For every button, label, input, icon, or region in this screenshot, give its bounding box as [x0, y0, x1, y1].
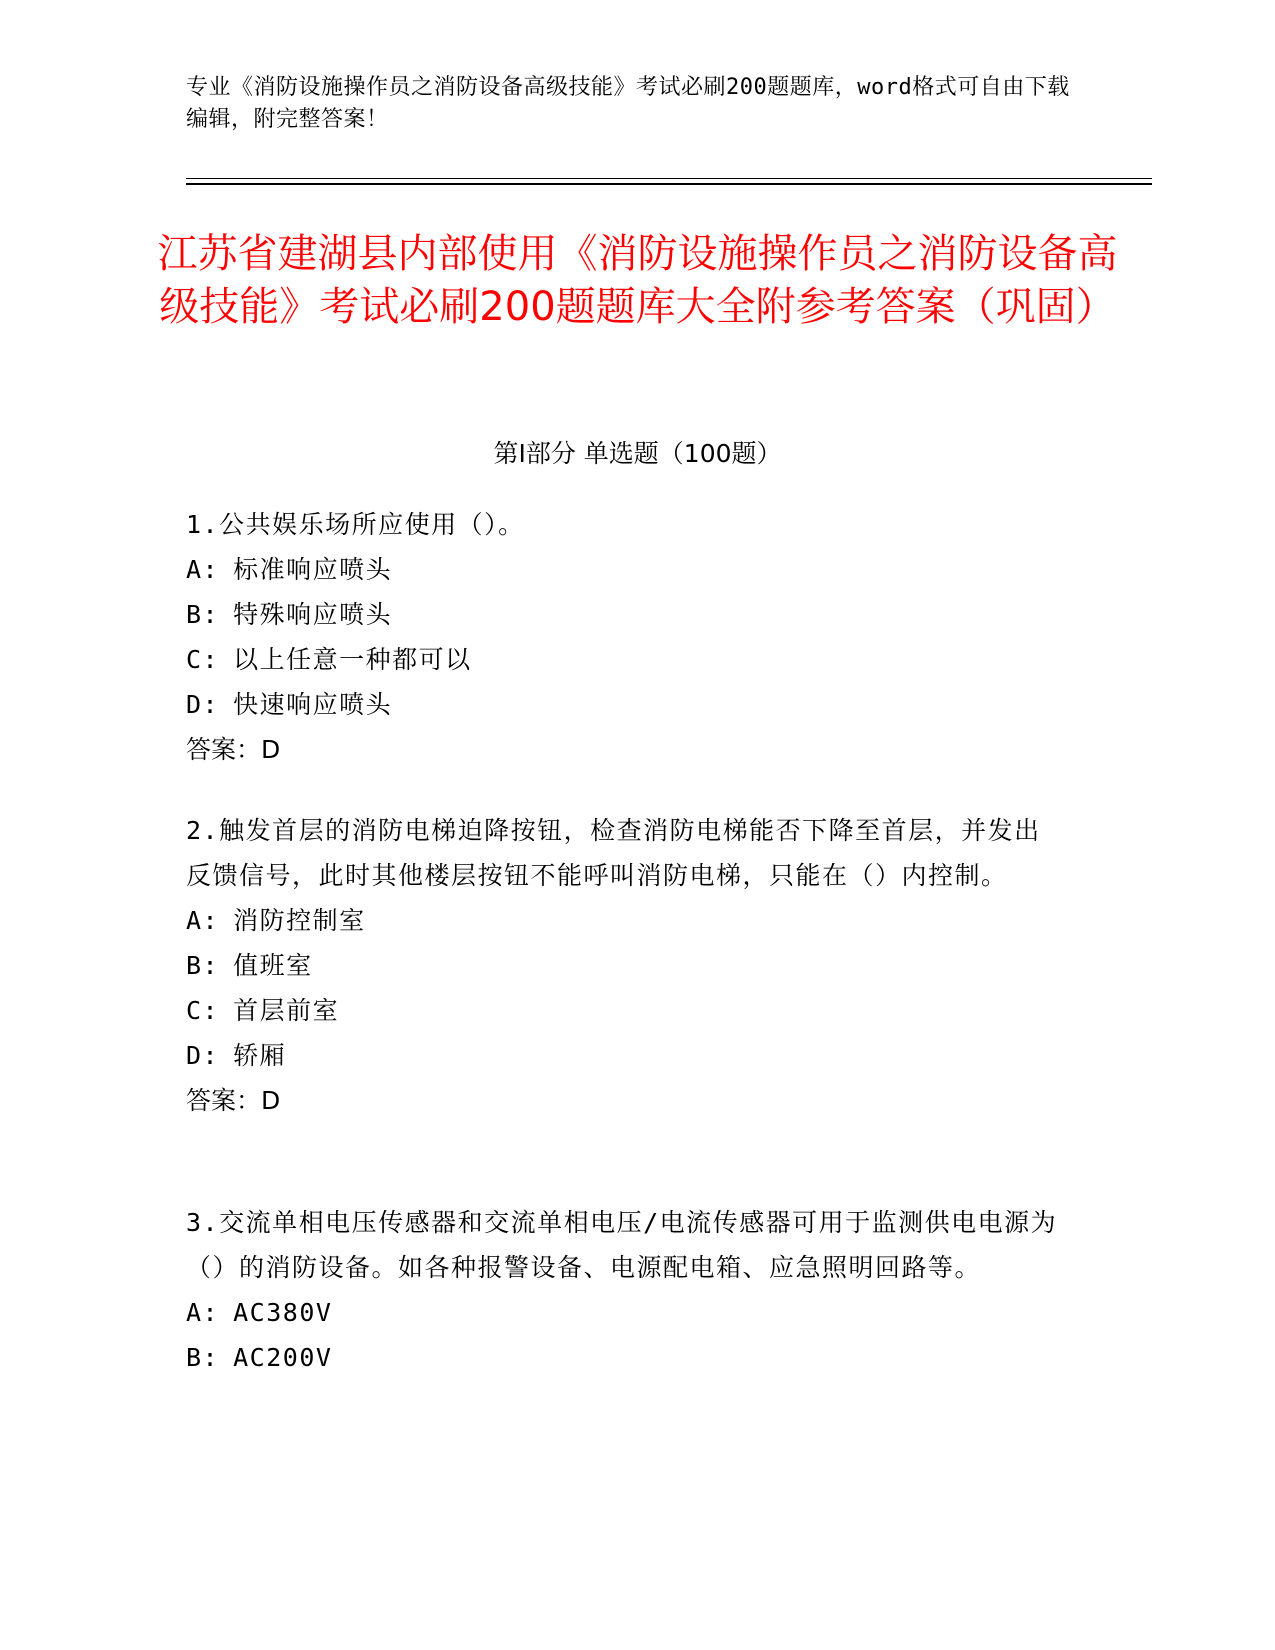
option-a — [186, 547, 1066, 592]
answer: 答案：D — [186, 735, 281, 764]
section-heading: 第Ⅰ部分 单选题（100题） — [493, 439, 782, 468]
option-key: B: — [186, 951, 220, 980]
option-text: 消防控制室 — [233, 906, 366, 935]
option-text: AC200V — [233, 1343, 333, 1372]
header-rule-thick — [186, 183, 1152, 185]
option-key: D: — [186, 1041, 220, 1070]
option-a — [186, 1290, 1066, 1335]
document-title: 江苏省建湖县内部使用《消防设施操作员之消防设备高级技能》考试必刷200题题库大全附参考答案（巩固） — [157, 231, 1118, 330]
option-key: B: — [186, 600, 220, 629]
option-text: AC380V — [233, 1298, 333, 1327]
option-text: 快速响应喷头 — [233, 690, 393, 719]
option-key: A: — [186, 1298, 220, 1327]
option-key: C: — [186, 645, 220, 674]
option-text: 首层前室 — [233, 996, 340, 1025]
option-c — [186, 988, 1066, 1033]
option-a — [186, 898, 1066, 943]
option-text: 以上任意一种都可以 — [233, 645, 472, 674]
option-text: 轿厢 — [233, 1041, 287, 1070]
option-d — [186, 1033, 1066, 1078]
answer: 答案：D — [186, 1086, 281, 1115]
header-rule-thin — [186, 178, 1152, 179]
question-stem: 1.公共娱乐场所应使用（）。 — [186, 510, 525, 539]
question-2 — [186, 808, 1066, 1123]
question-stem: 2.触发首层的消防电梯迫降按钮，检查消防电梯能否下降至首层，并发出反馈信号，此时其他楼层按钮不能呼叫消防电梯，只能在（）内控制。 — [186, 816, 1041, 890]
option-key: A: — [186, 555, 220, 584]
option-b — [186, 592, 1066, 637]
option-d — [186, 682, 1066, 727]
option-key: D: — [186, 690, 220, 719]
header-note: 专业《消防设施操作员之消防设备高级技能》考试必刷200题题库，word格式可自由下载编辑，附完整答案！ — [186, 75, 1070, 132]
option-key: C: — [186, 996, 220, 1025]
question-1 — [186, 502, 1066, 772]
option-key: A: — [186, 906, 220, 935]
option-key: B: — [186, 1343, 220, 1372]
option-b — [186, 943, 1066, 988]
option-c — [186, 637, 1066, 682]
question-stem: 3.交流单相电压传感器和交流单相电压/电流传感器可用于监测供电电源为（）的消防设备。如各种报警设备、电源配电箱、应急照明回路等。 — [186, 1208, 1058, 1282]
option-text: 标准响应喷头 — [233, 555, 393, 584]
option-text: 值班室 — [233, 951, 313, 980]
option-text: 特殊响应喷头 — [233, 600, 393, 629]
option-b — [186, 1335, 1066, 1380]
question-3 — [186, 1200, 1066, 1380]
